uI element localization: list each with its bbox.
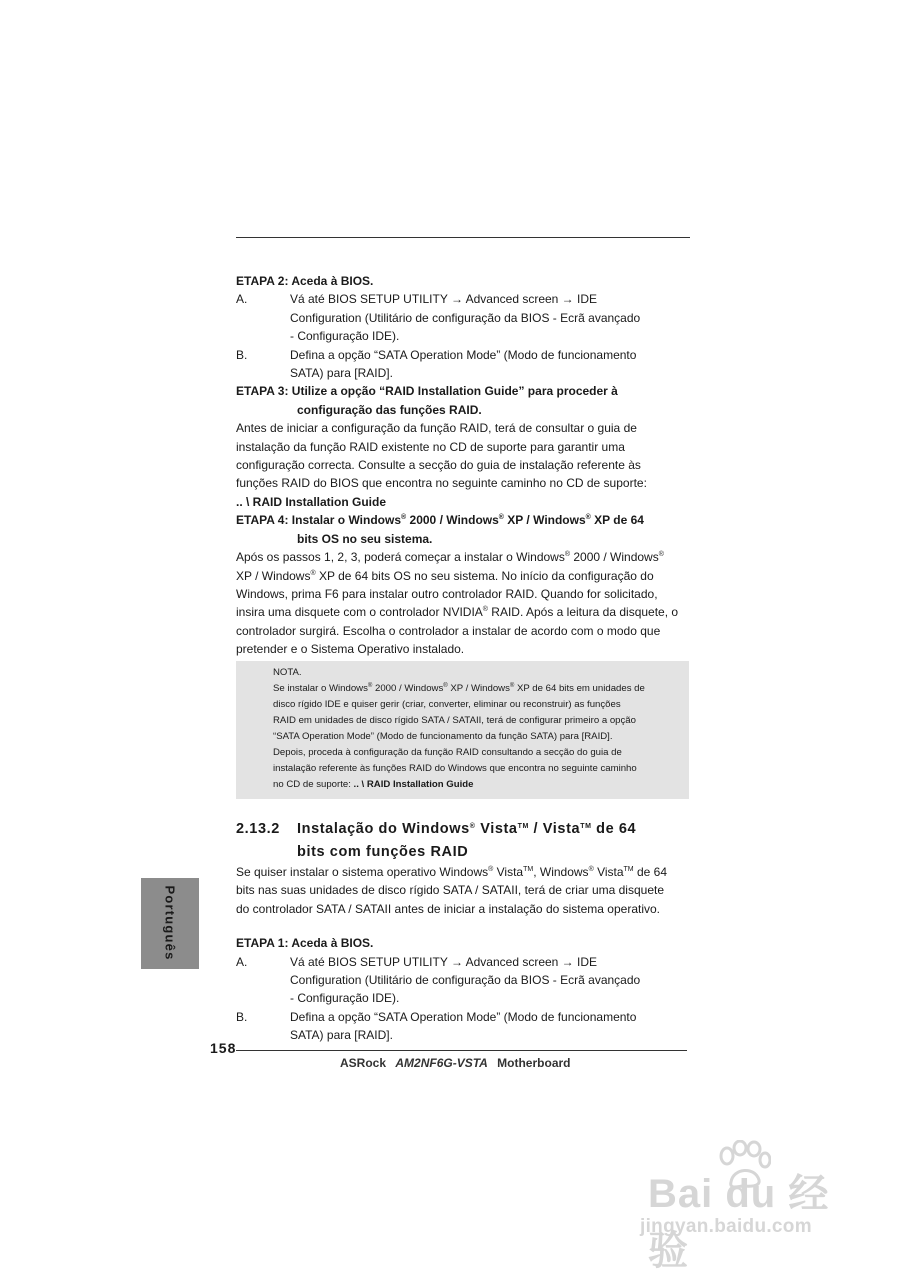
para-line: controlador surgirá. Escolha o controlador a instalar de acordo com o modo que: [236, 623, 661, 638]
footer-brand: ASRock: [340, 1056, 387, 1070]
step2-item-b: [236, 346, 690, 383]
text-run: no CD de suporte:: [273, 779, 354, 790]
item-letter: A.: [236, 954, 248, 969]
para-line: [236, 567, 690, 585]
registered-mark: ®: [443, 683, 448, 689]
text-run: XP / Windows: [447, 683, 510, 694]
text-run: Vista: [593, 865, 624, 879]
trademark-mark: TM: [623, 866, 634, 873]
registered-mark: ®: [564, 551, 571, 559]
spacer: [236, 918, 690, 934]
text-run: 2000 / Windows: [406, 513, 499, 528]
step4-heading: [236, 511, 690, 529]
registered-mark: ®: [585, 514, 591, 522]
text-run: XP de 64 bits OS no seu sistema. No início da configuração do: [315, 568, 654, 583]
item-line: SATA) para [RAID].: [290, 1028, 393, 1043]
registered-mark: ®: [588, 866, 594, 873]
item-letter: B.: [236, 347, 248, 362]
text-run: RAID. Após a leitura da disquete, o: [487, 605, 679, 620]
item-line: Vá até BIOS SETUP UTILITY → Advanced screen → IDE: [290, 292, 598, 307]
registered-mark: ®: [658, 551, 664, 559]
footer-product: Motherboard: [497, 1056, 571, 1070]
registered-mark: ®: [401, 514, 407, 522]
step3-paragraph: [236, 419, 690, 493]
step1-item-a: [236, 953, 690, 1008]
step4-heading-cont: bits OS no seu sistema.: [297, 531, 433, 546]
baidu-watermark: [640, 1138, 860, 1273]
text-run: Instalação do Windows: [297, 821, 470, 837]
item-line: SATA) para [RAID].: [290, 366, 393, 381]
para-line: Antes de iniciar a configuração da função RAID, terá de consultar o guia de: [236, 421, 637, 436]
note-box: [236, 661, 689, 799]
note-line: disco rígido IDE e quiser gerir (criar, converter, eliminar ou reconstruir) as funções: [273, 699, 621, 710]
top-rule: [236, 237, 690, 238]
footer: [340, 1056, 571, 1070]
text-run: Vista: [493, 865, 524, 879]
text-run: XP / Windows: [236, 568, 311, 583]
registered-mark: ®: [509, 683, 515, 689]
registered-mark: ®: [488, 866, 494, 873]
item-letter: A.: [236, 292, 248, 307]
item-letter: B.: [236, 1009, 248, 1024]
language-label: Português: [162, 885, 178, 961]
section-heading-line: bits com funções RAID: [297, 844, 469, 860]
text-run: Vista: [475, 821, 518, 837]
item-line: Configuration (Utilitário de configuração da BIOS - Ecrã avançado: [290, 973, 641, 988]
section-heading-line: [236, 818, 696, 841]
note-path: .. \ RAID Installation Guide: [353, 779, 474, 790]
para-line: instalação da função RAID existente no CD de suporte para garantir uma: [236, 439, 625, 454]
text-run: 2000 / Windows: [570, 550, 659, 565]
registered-mark: ®: [469, 823, 476, 830]
para-line: funções RAID do BIOS que encontra no seguinte caminho no CD de suporte:: [236, 476, 647, 491]
section-number: 2.13.2: [236, 821, 280, 837]
item-text: [290, 953, 690, 1008]
text-run: / Vista: [528, 821, 581, 837]
section-heading: [236, 818, 696, 864]
trademark-mark: TM: [580, 823, 592, 830]
bottom-rule: [236, 1050, 687, 1051]
text-run: ETAPA 4: Instalar o Windows: [236, 513, 402, 528]
step2-heading: ETAPA 2: Aceda à BIOS.: [236, 274, 374, 288]
step3-heading-cont: configuração das funções RAID.: [297, 402, 482, 417]
trademark-mark: TM: [517, 823, 529, 830]
text-run: , Windows: [533, 865, 589, 879]
watermark-url: jingyan.baidu.com: [640, 1216, 812, 1237]
item-line: Vá até BIOS SETUP UTILITY → Advanced screen → IDE: [290, 954, 598, 969]
text-run: insira uma disquete com o controlador NVIDIA: [236, 605, 483, 620]
trademark-mark: TM: [523, 866, 534, 873]
step3-path: .. \ RAID Installation Guide: [236, 494, 387, 509]
page-number: 158: [210, 1040, 237, 1056]
item-line: Defina a opção “SATA Operation Mode” (Modo de funcionamento: [290, 1009, 637, 1024]
note-line: “SATA Operation Mode” (Modo de funcionamento da função SATA) para [RAID].: [273, 731, 613, 742]
text-run: Após os passos 1, 2, 3, poderá começar a instalar o Windows: [236, 550, 565, 565]
para-line: [236, 603, 690, 621]
text-run: Se quiser instalar o sistema operativo Windows: [236, 865, 489, 879]
text-run: de 64: [591, 821, 637, 837]
watermark-logo: Bai du 经验: [648, 1172, 830, 1273]
note-line: [273, 777, 681, 793]
item-text: [290, 1008, 690, 1045]
section-content: [236, 863, 690, 1045]
text-run: 2000 / Windows: [372, 683, 444, 694]
note-line: Depois, proceda à configuração da função RAID consultando a secção do guia de: [273, 747, 622, 758]
step1-item-b: [236, 1008, 690, 1045]
item-text: [290, 290, 690, 345]
para-line: [236, 863, 690, 881]
item-line: - Configuração IDE).: [290, 329, 400, 344]
text-run: XP de 64: [590, 513, 644, 528]
registered-mark: ®: [482, 606, 488, 614]
text-run: de 64: [633, 865, 668, 879]
text-run: XP de 64 bits em unidades de: [514, 683, 645, 694]
main-content: [236, 272, 690, 659]
text-run: Se instalar o Windows: [273, 683, 368, 694]
item-text: [290, 346, 690, 383]
item-line: - Configuração IDE).: [290, 991, 400, 1006]
registered-mark: ®: [498, 514, 504, 522]
item-line: Configuration (Utilitário de configuração da BIOS - Ecrã avançado: [290, 310, 641, 325]
registered-mark: ®: [310, 569, 316, 577]
item-line: Defina a opção “SATA Operation Mode” (Modo de funcionamento: [290, 347, 637, 362]
note-line: [273, 681, 681, 697]
step4-paragraph: [236, 548, 690, 658]
para-line: bits nas suas unidades de disco rígido SATA / SATAII, terá de criar uma disquete: [236, 883, 664, 898]
note-title: NOTA.: [273, 667, 302, 678]
step3-heading: ETAPA 3: Utilize a opção “RAID Installation Guide” para proceder à: [236, 384, 618, 399]
text-run: XP / Windows: [503, 513, 586, 528]
registered-mark: ®: [367, 683, 373, 689]
note-line: RAID em unidades de disco rígido SATA / SATAII, terá de configurar primeiro a opção: [273, 715, 636, 726]
para-line: [236, 548, 690, 566]
footer-model: AM2NF6G-VSTA: [395, 1056, 488, 1070]
note-line: instalação referente às funções RAID do Windows que encontra no seguinte caminho: [273, 763, 637, 774]
para-line: configuração correcta. Consulte a secção do guia de instalação referente às: [236, 458, 641, 473]
para-line: Windows, prima F6 para instalar outro controlador RAID. Quando for solicitado,: [236, 586, 658, 601]
para-line: pretender e o Sistema Operativo instalado.: [236, 642, 465, 657]
para-line: do controlador SATA / SATAII antes de iniciar a instalação do sistema operativo.: [236, 901, 660, 916]
step1-heading: ETAPA 1: Aceda à BIOS.: [236, 936, 374, 951]
step2-item-a: [236, 290, 690, 345]
language-side-tab: [141, 878, 199, 969]
